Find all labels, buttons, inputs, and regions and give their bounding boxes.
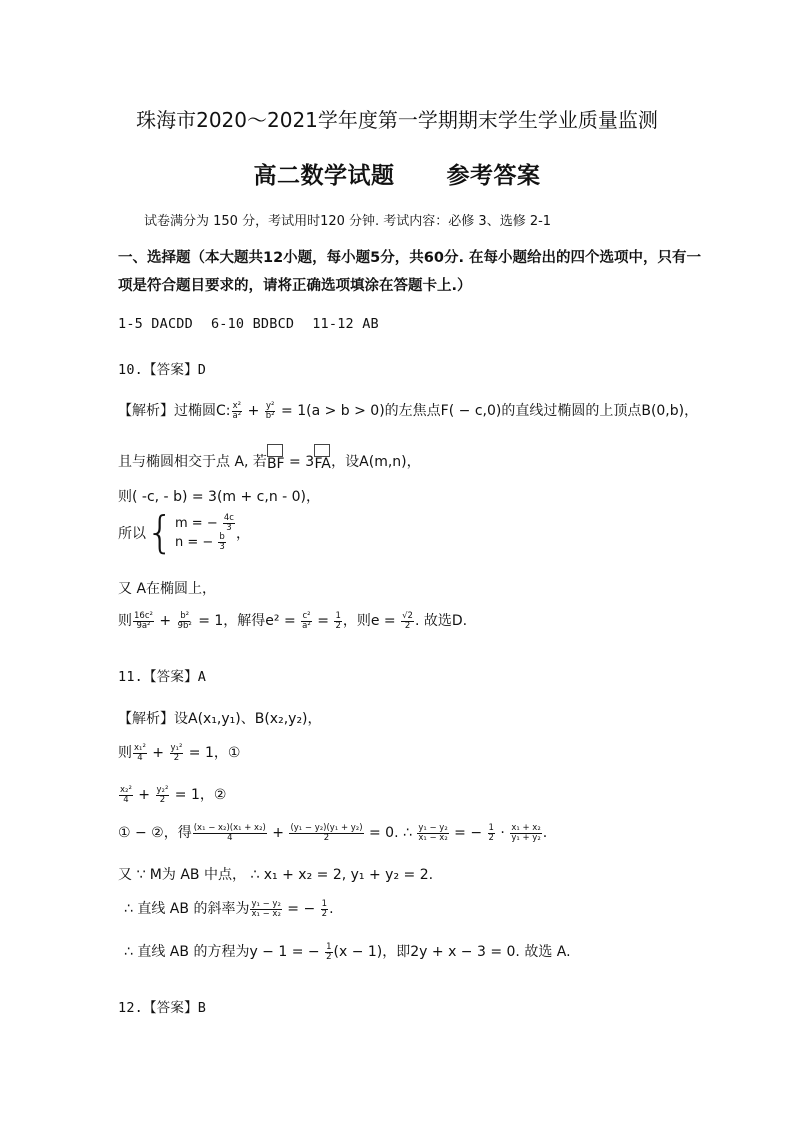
fraction: $\frac{\text{b²}}{\text{9b²}}$ <box>177 610 192 631</box>
q11-text: = − <box>282 901 320 917</box>
answer-key-row <box>118 316 379 332</box>
q11-line7 <box>124 941 571 961</box>
fraction: $\frac{\text{x²}}{\text{a²}}$ <box>232 400 242 421</box>
fraction: $\frac{1}{2}$ <box>326 941 332 962</box>
q11-jiexi-label: 【解析】 <box>118 711 174 727</box>
q10-text: = 3 <box>284 454 315 470</box>
fraction: $\frac{\text{x₁ + x₂}}{\text{y₁ + y₂}}$ <box>511 822 541 843</box>
q11-text: ∴ 直线 AB 的斜率为 <box>124 901 250 917</box>
fraction: $\frac{1}{2}$ <box>488 822 494 843</box>
fraction: $\frac{1}{2}$ <box>335 610 341 631</box>
section-heading-line1: 一、选择题（本大题共12小题，每小题5分，共60分. 在每小题给出的四个选项中，只有一 <box>118 250 701 266</box>
fraction: $\frac{\text{(x₁ − x₂)(x₁ + x₂)}}{4}$ <box>193 822 266 843</box>
fraction: $\frac{b}{3}$ <box>219 532 225 552</box>
q10-text: . 故选D. <box>414 613 468 629</box>
answers-11-12: 11-12 AB <box>312 316 379 332</box>
q10-line4 <box>118 507 250 558</box>
q11-text: . <box>329 901 334 917</box>
fraction: $\frac{\text{16c²}}{\text{9a²}}$ <box>134 610 153 631</box>
q10-text: ，则e = <box>342 613 401 629</box>
q10-text: 所以 <box>118 526 146 542</box>
fraction: $\frac{\text{y₁ − y₂}}{\text{x₁ − x₂}}$ <box>418 822 448 843</box>
page-title: 珠海市2020～2021学年度第一学期期末学生学业质量监测 <box>136 108 658 132</box>
q11-text: 则 <box>118 745 132 761</box>
q11-line2 <box>118 742 240 762</box>
fraction: $\frac{\text{y₂²}}{2}$ <box>156 784 169 805</box>
answers-1-5: 1-5 DACDD <box>118 316 193 332</box>
equation-n: n = − $\frac{b}{3}$ <box>175 532 225 552</box>
q11-text: 设A(x₁,y₁)、B(x₂,y₂)， <box>174 711 322 727</box>
q10-text: + <box>154 613 176 629</box>
fraction: $\frac{\text{y₁²}}{2}$ <box>170 742 183 763</box>
q10-text: + <box>243 403 264 419</box>
q11-text: ∴ 直线 AB 的方程为y − 1 = − <box>124 944 325 960</box>
q10-jiexi-label: 【解析】 <box>118 403 174 419</box>
fraction: $\frac{\text{x₁²}}{4}$ <box>134 742 146 763</box>
q11-text: = 0. ∴ <box>364 825 417 841</box>
q10-text: 且与椭圆相交于点 A, 若 <box>118 454 267 470</box>
q10-text: = 1，解得e² = <box>193 613 301 629</box>
q10-line6 <box>118 610 467 630</box>
fraction: $\frac{\text{y²}}{\text{b²}}$ <box>265 400 275 421</box>
q10-text: ， <box>235 526 250 542</box>
q10-text: = 1(a > b > 0)的左焦点F( − c,0)的直线过椭圆的上顶点B(0,b)， <box>276 403 699 419</box>
equation-m: m = − $\frac{4c}{3}$ <box>175 513 234 534</box>
q11-answer-heading: 11.【答案】A <box>118 669 207 685</box>
q11-text: + <box>133 787 155 803</box>
q11-text: (x − 1)，即2y + x − 3 = 0. 故选 A. <box>333 944 571 960</box>
left-brace-icon: { <box>146 507 174 558</box>
equation-system <box>175 514 236 552</box>
subtitle-exam-name: 高二数学试题 <box>253 163 395 189</box>
q11-text: + <box>147 745 169 761</box>
fraction: $\frac{\text{c²}}{\text{a²}}$ <box>302 610 311 631</box>
q10-text: 则 <box>118 613 132 629</box>
q11-line5: 又 ∵ M为 AB 中点， ∴ x₁ + x₂ = 2, y₁ + y₂ = 2. <box>118 867 434 883</box>
fraction: $\frac{1}{2}$ <box>321 898 328 919</box>
q10-line2 <box>118 444 421 471</box>
answers-6-10: 6-10 BDBCD <box>210 316 295 332</box>
q11-line4 <box>118 822 547 842</box>
fraction: $\frac{\text{x₂²}}{4}$ <box>120 784 132 805</box>
q11-text: . <box>542 825 548 841</box>
q11-line6 <box>124 898 334 918</box>
q10-text: ，设A(m,n)， <box>331 454 421 470</box>
q11-line3 <box>118 784 226 804</box>
q10-line1 <box>118 400 698 420</box>
q11-text: · <box>495 825 510 841</box>
q10-line3: 则( -c, - b) = 3(m + c,n - 0)， <box>118 489 321 505</box>
q11-text: + <box>267 825 289 841</box>
exam-info: 试卷满分为 150 分，考试用时120 分钟. 考试内容：必修 3、选修 2-1 <box>144 214 552 229</box>
subtitle-answer-key: 参考答案 <box>446 163 541 189</box>
q11-line1 <box>118 708 322 728</box>
fraction: $\frac{4c}{3}$ <box>223 513 234 534</box>
q11-text: ① − ②，得 <box>118 825 192 841</box>
vector-bf: BF <box>267 444 285 471</box>
section-heading-line2: 项是符合题目要求的，请将正确选项填涂在答题卡上.） <box>118 278 472 294</box>
q10-text: = <box>312 613 334 629</box>
q11-text: = − <box>449 825 487 841</box>
q11-text: = 1，② <box>170 787 227 803</box>
q10-text: 过椭圆C: <box>174 403 231 419</box>
fraction: $\frac{\text{y₁ − y₂}}{\text{x₁ − x₂}}$ <box>251 898 281 919</box>
q12-answer-heading: 12.【答案】B <box>118 1000 207 1016</box>
vector-fa: FA <box>314 444 331 471</box>
fraction: $\frac{√2}{2}$ <box>402 610 413 631</box>
page-subtitle <box>0 157 794 190</box>
q10-line5: 又 A在椭圆上， <box>118 581 217 597</box>
fraction: $\frac{\text{(y₁ − y₂)(y₁ + y₂)}}{2}$ <box>290 822 363 843</box>
q10-answer-heading: 10.【答案】D <box>118 362 207 378</box>
q11-text: = 1，① <box>184 745 241 761</box>
